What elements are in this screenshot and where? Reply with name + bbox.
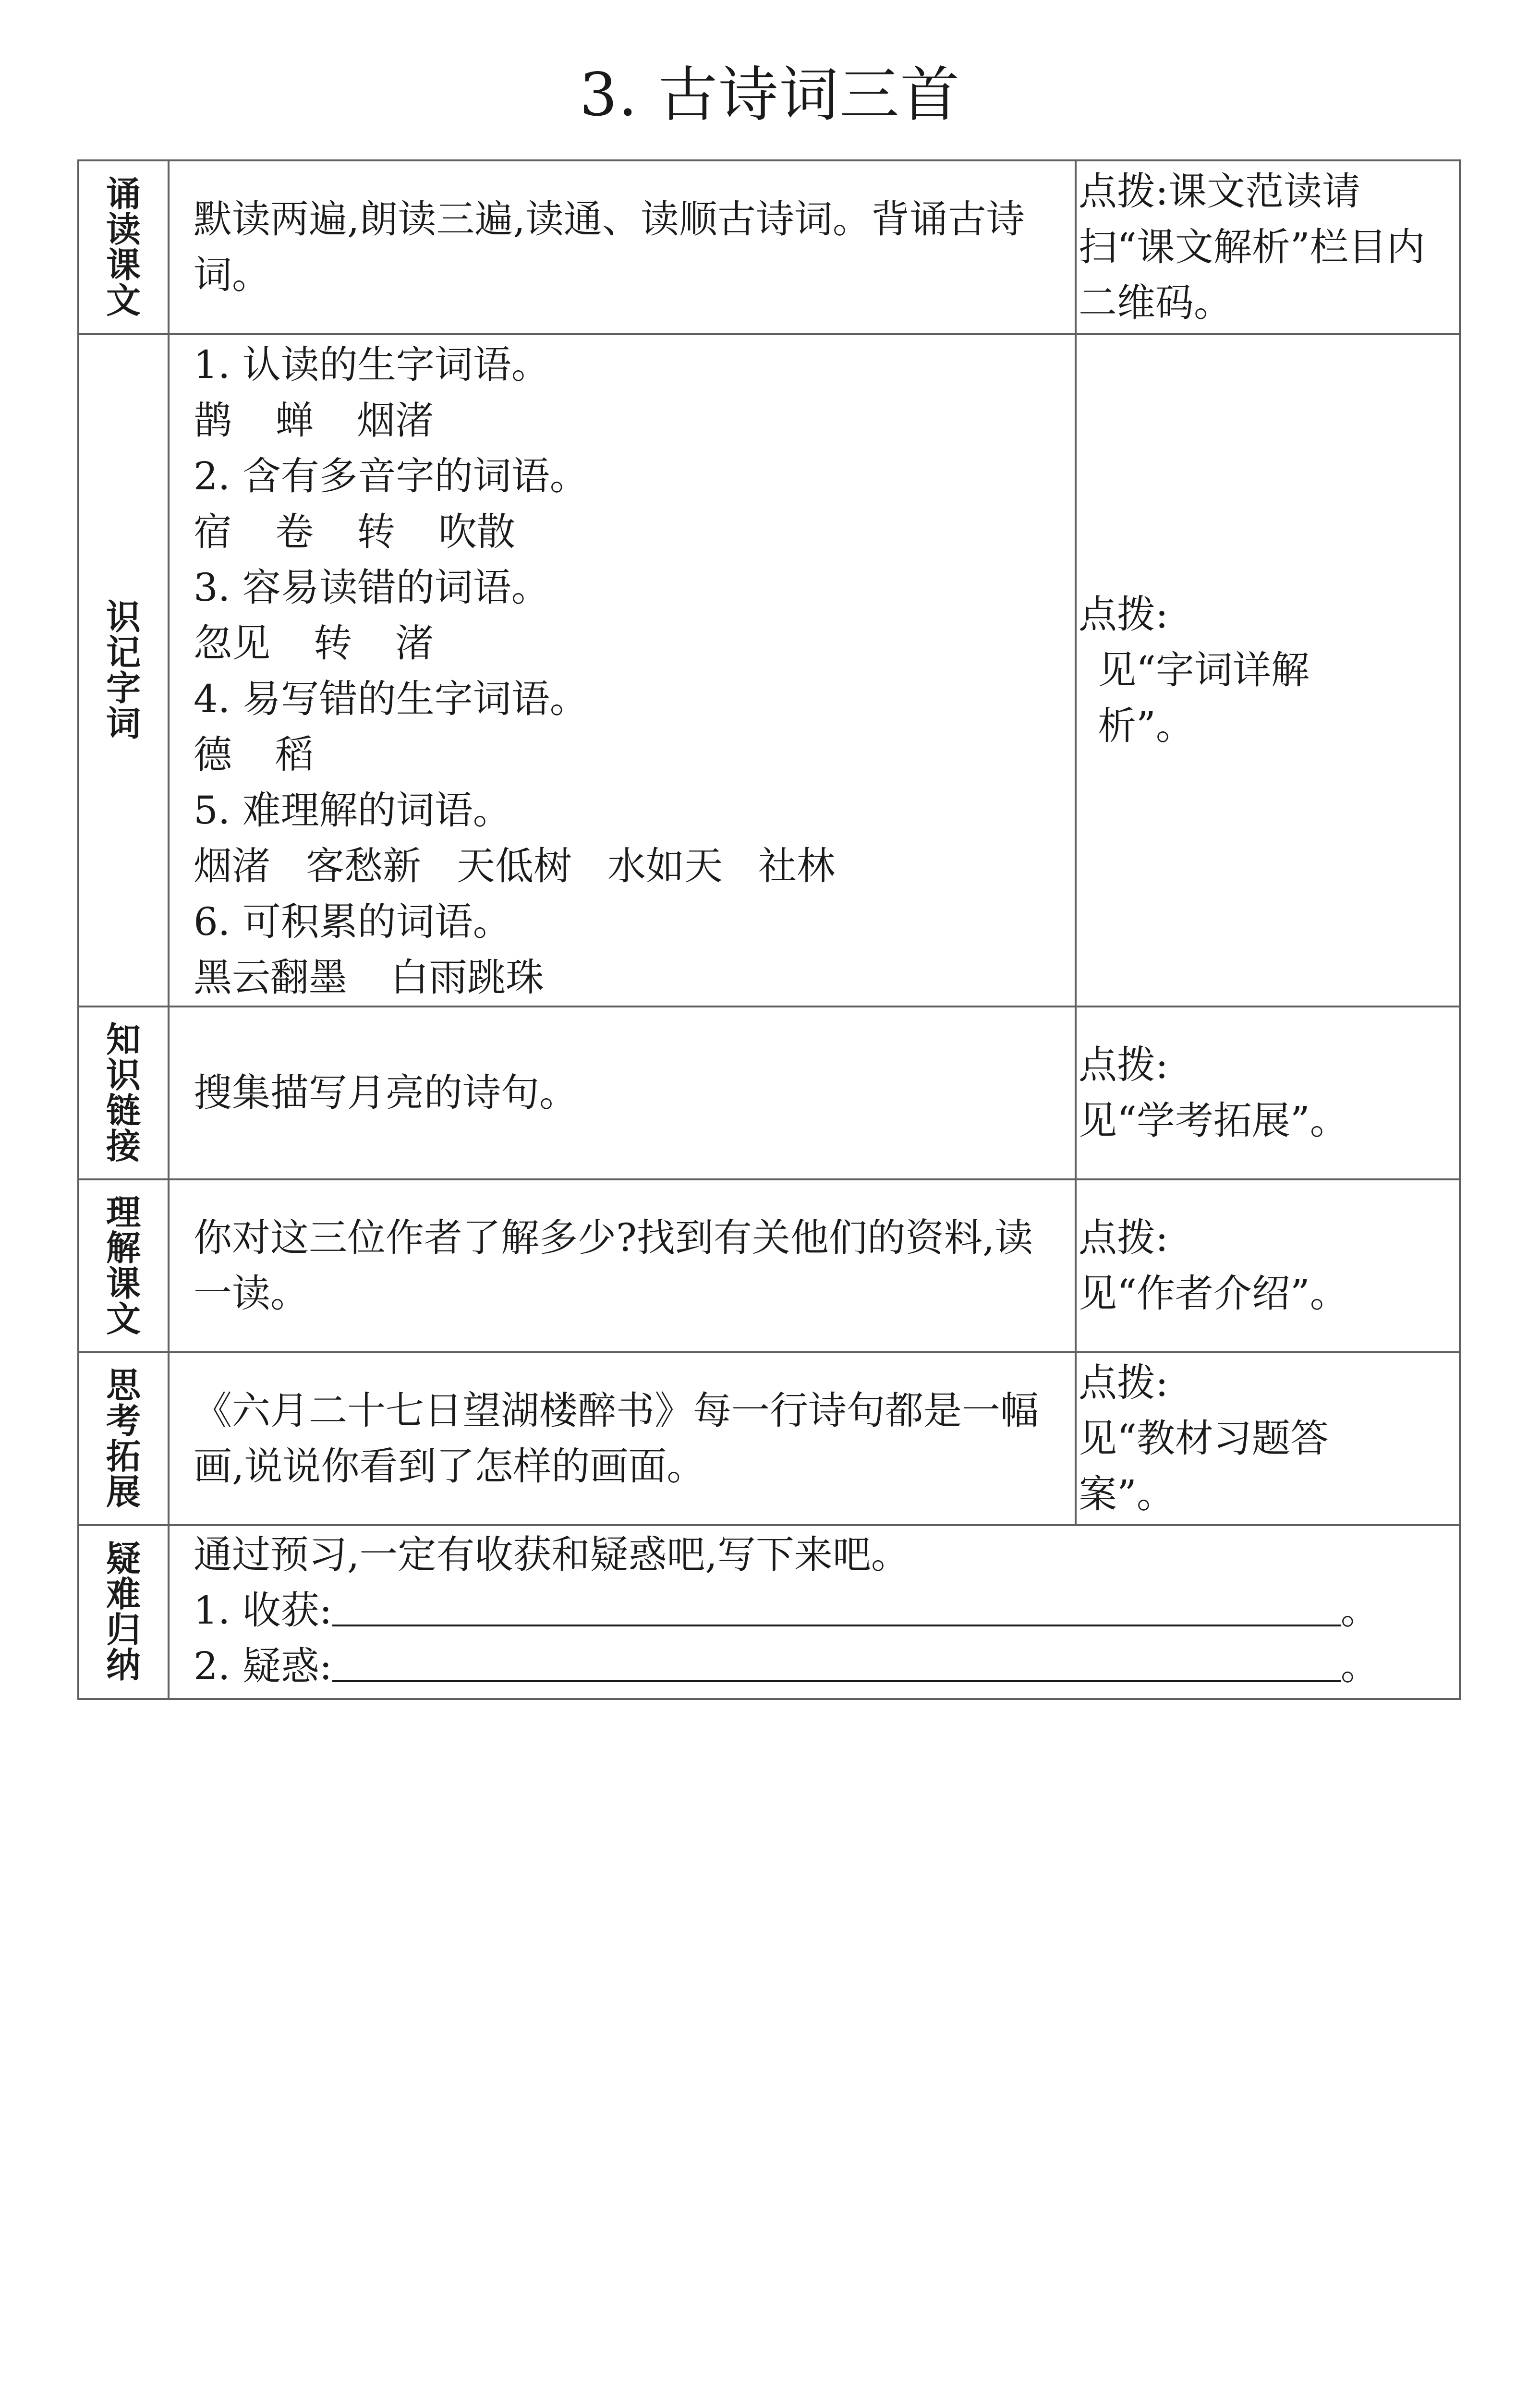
label-char: 词 [106,703,141,744]
recite-text: 默读两遍,朗读三遍,读通、读顺古诗词。背诵古诗词。 [194,197,1025,297]
think-content [169,1352,1076,1525]
knowledge-tip [1076,1006,1460,1179]
label-char: 文 [106,280,141,321]
label-char: 诵 [106,174,141,214]
harvest-label: 1. 收获: [194,1588,332,1633]
harvest-blank[interactable] [332,1586,1341,1626]
understand-content [169,1179,1076,1352]
label-char: 展 [106,1472,141,1512]
row-label-vocab [78,334,169,1006]
recite-tip-text: 点拨:课文范读请扫“课文解析”栏目内二维码。 [1079,169,1425,325]
knowledge-text: 搜集描写月亮的诗句。 [194,1070,578,1115]
tip-title: 点拨: [1079,1360,1168,1405]
doubt-line [194,1638,1444,1694]
row-label-understand [78,1179,169,1352]
table-row-understand [78,1179,1460,1352]
table-row-recite [78,160,1460,334]
label-char: 识 [106,1055,141,1095]
understand-text: 你对这三位作者了解多少?找到有关他们的资料,读一读。 [194,1215,1033,1316]
tip-title: 点拨: [1079,1215,1168,1260]
vocab-word: 烟渚 [357,398,434,443]
vocab-word: 鹊 [194,398,232,443]
label-char: 记 [106,632,141,673]
vocab-word: 社林 [758,844,835,888]
vocab-word: 转 [357,509,395,554]
vocab-words [194,727,1060,783]
label-char: 接 [106,1126,141,1166]
vocab-word: 忽见 [194,621,270,666]
label-char: 识 [106,597,141,637]
row-label-summary [78,1525,169,1699]
think-text: 《六月二十七日望湖楼醉书》每一行诗句都是一幅画,说说你看到了怎样的画面。 [194,1388,1039,1489]
tip-title: 点拨: [1079,592,1168,637]
harvest-line [194,1583,1444,1638]
vocab-words [194,838,1060,894]
vocab-word: 宿 [194,509,232,554]
vocab-word: 客愁新 [306,844,421,888]
vocab-word: 吹散 [438,509,515,554]
label-char: 难 [106,1574,141,1614]
vocab-words [194,504,1060,560]
think-tip [1076,1352,1460,1525]
understand-tip [1076,1179,1460,1352]
vocab-word: 白雨跳珠 [390,955,544,1000]
vocab-words [194,616,1060,671]
vocab-word: 卷 [275,509,314,554]
summary-intro: 通过预习,一定有收获和疑惑吧,写下来吧。 [194,1532,909,1577]
label-char: 读 [106,209,141,250]
tip-body: 见“教材习题答案”。 [1079,1416,1329,1516]
tip-body: 见“作者介绍”。 [1079,1271,1348,1316]
vocab-word: 天低树 [457,844,572,888]
recite-content [169,160,1076,334]
label-char: 理 [106,1192,141,1233]
vocab-word: 烟渚 [194,844,270,888]
tip-body: 见“字词详解析”。 [1098,648,1310,748]
label-char: 课 [106,1263,141,1304]
vocab-tip [1076,334,1460,1006]
vocab-word: 稻 [275,732,314,777]
vocab-word: 德 [194,732,232,777]
vocab-word: 蝉 [275,398,314,443]
vocab-words [194,950,1060,1006]
vocab-word: 黑云翻墨 [194,955,347,1000]
page-title: 3. 古诗词三首 [579,61,961,130]
label-char: 链 [106,1091,141,1131]
doubt-label: 2. 疑惑: [194,1644,332,1688]
table-row-think [78,1352,1460,1525]
doubt-blank[interactable] [332,1642,1341,1682]
table-row-knowledge [78,1006,1460,1179]
vocab-heading: 1. 认读的生字词语。 [194,342,550,387]
vocab-word: 渚 [395,621,434,666]
row-label-think [78,1352,169,1525]
vocab-heading: 4. 易写错的生字词语。 [194,677,588,721]
label-char: 思 [106,1365,141,1406]
tip-title: 点拨: [1079,1043,1168,1087]
label-char: 纳 [106,1645,141,1686]
preview-table [77,159,1461,1700]
knowledge-content [169,1006,1076,1179]
recite-tip [1076,160,1460,334]
label-char: 课 [106,245,141,285]
row-label-knowledge [78,1006,169,1179]
label-char: 知 [106,1019,141,1060]
harvest-end: 。 [1340,1588,1379,1633]
label-char: 归 [106,1610,141,1650]
vocab-heading: 3. 容易读错的词语。 [194,565,550,610]
vocab-words [194,393,1060,449]
label-char: 考 [106,1401,141,1441]
label-char: 文 [106,1299,141,1339]
doubt-end: 。 [1340,1644,1379,1688]
summary-content [169,1525,1460,1699]
table-row-vocab [78,334,1460,1006]
tip-body: 见“学考拓展”。 [1079,1098,1348,1143]
vocab-content [169,334,1076,1006]
label-char: 字 [106,668,141,708]
row-label-recite [78,160,169,334]
label-char: 疑 [106,1539,141,1579]
label-char: 解 [106,1228,141,1268]
vocab-heading: 6. 可积累的词语。 [194,899,511,944]
vocab-word: 转 [314,621,352,666]
table-row-summary [78,1525,1460,1699]
label-char: 拓 [106,1436,141,1477]
vocab-heading: 2. 含有多音字的词语。 [194,454,588,498]
vocab-heading: 5. 难理解的词语。 [194,788,511,833]
vocab-word: 水如天 [607,844,723,888]
